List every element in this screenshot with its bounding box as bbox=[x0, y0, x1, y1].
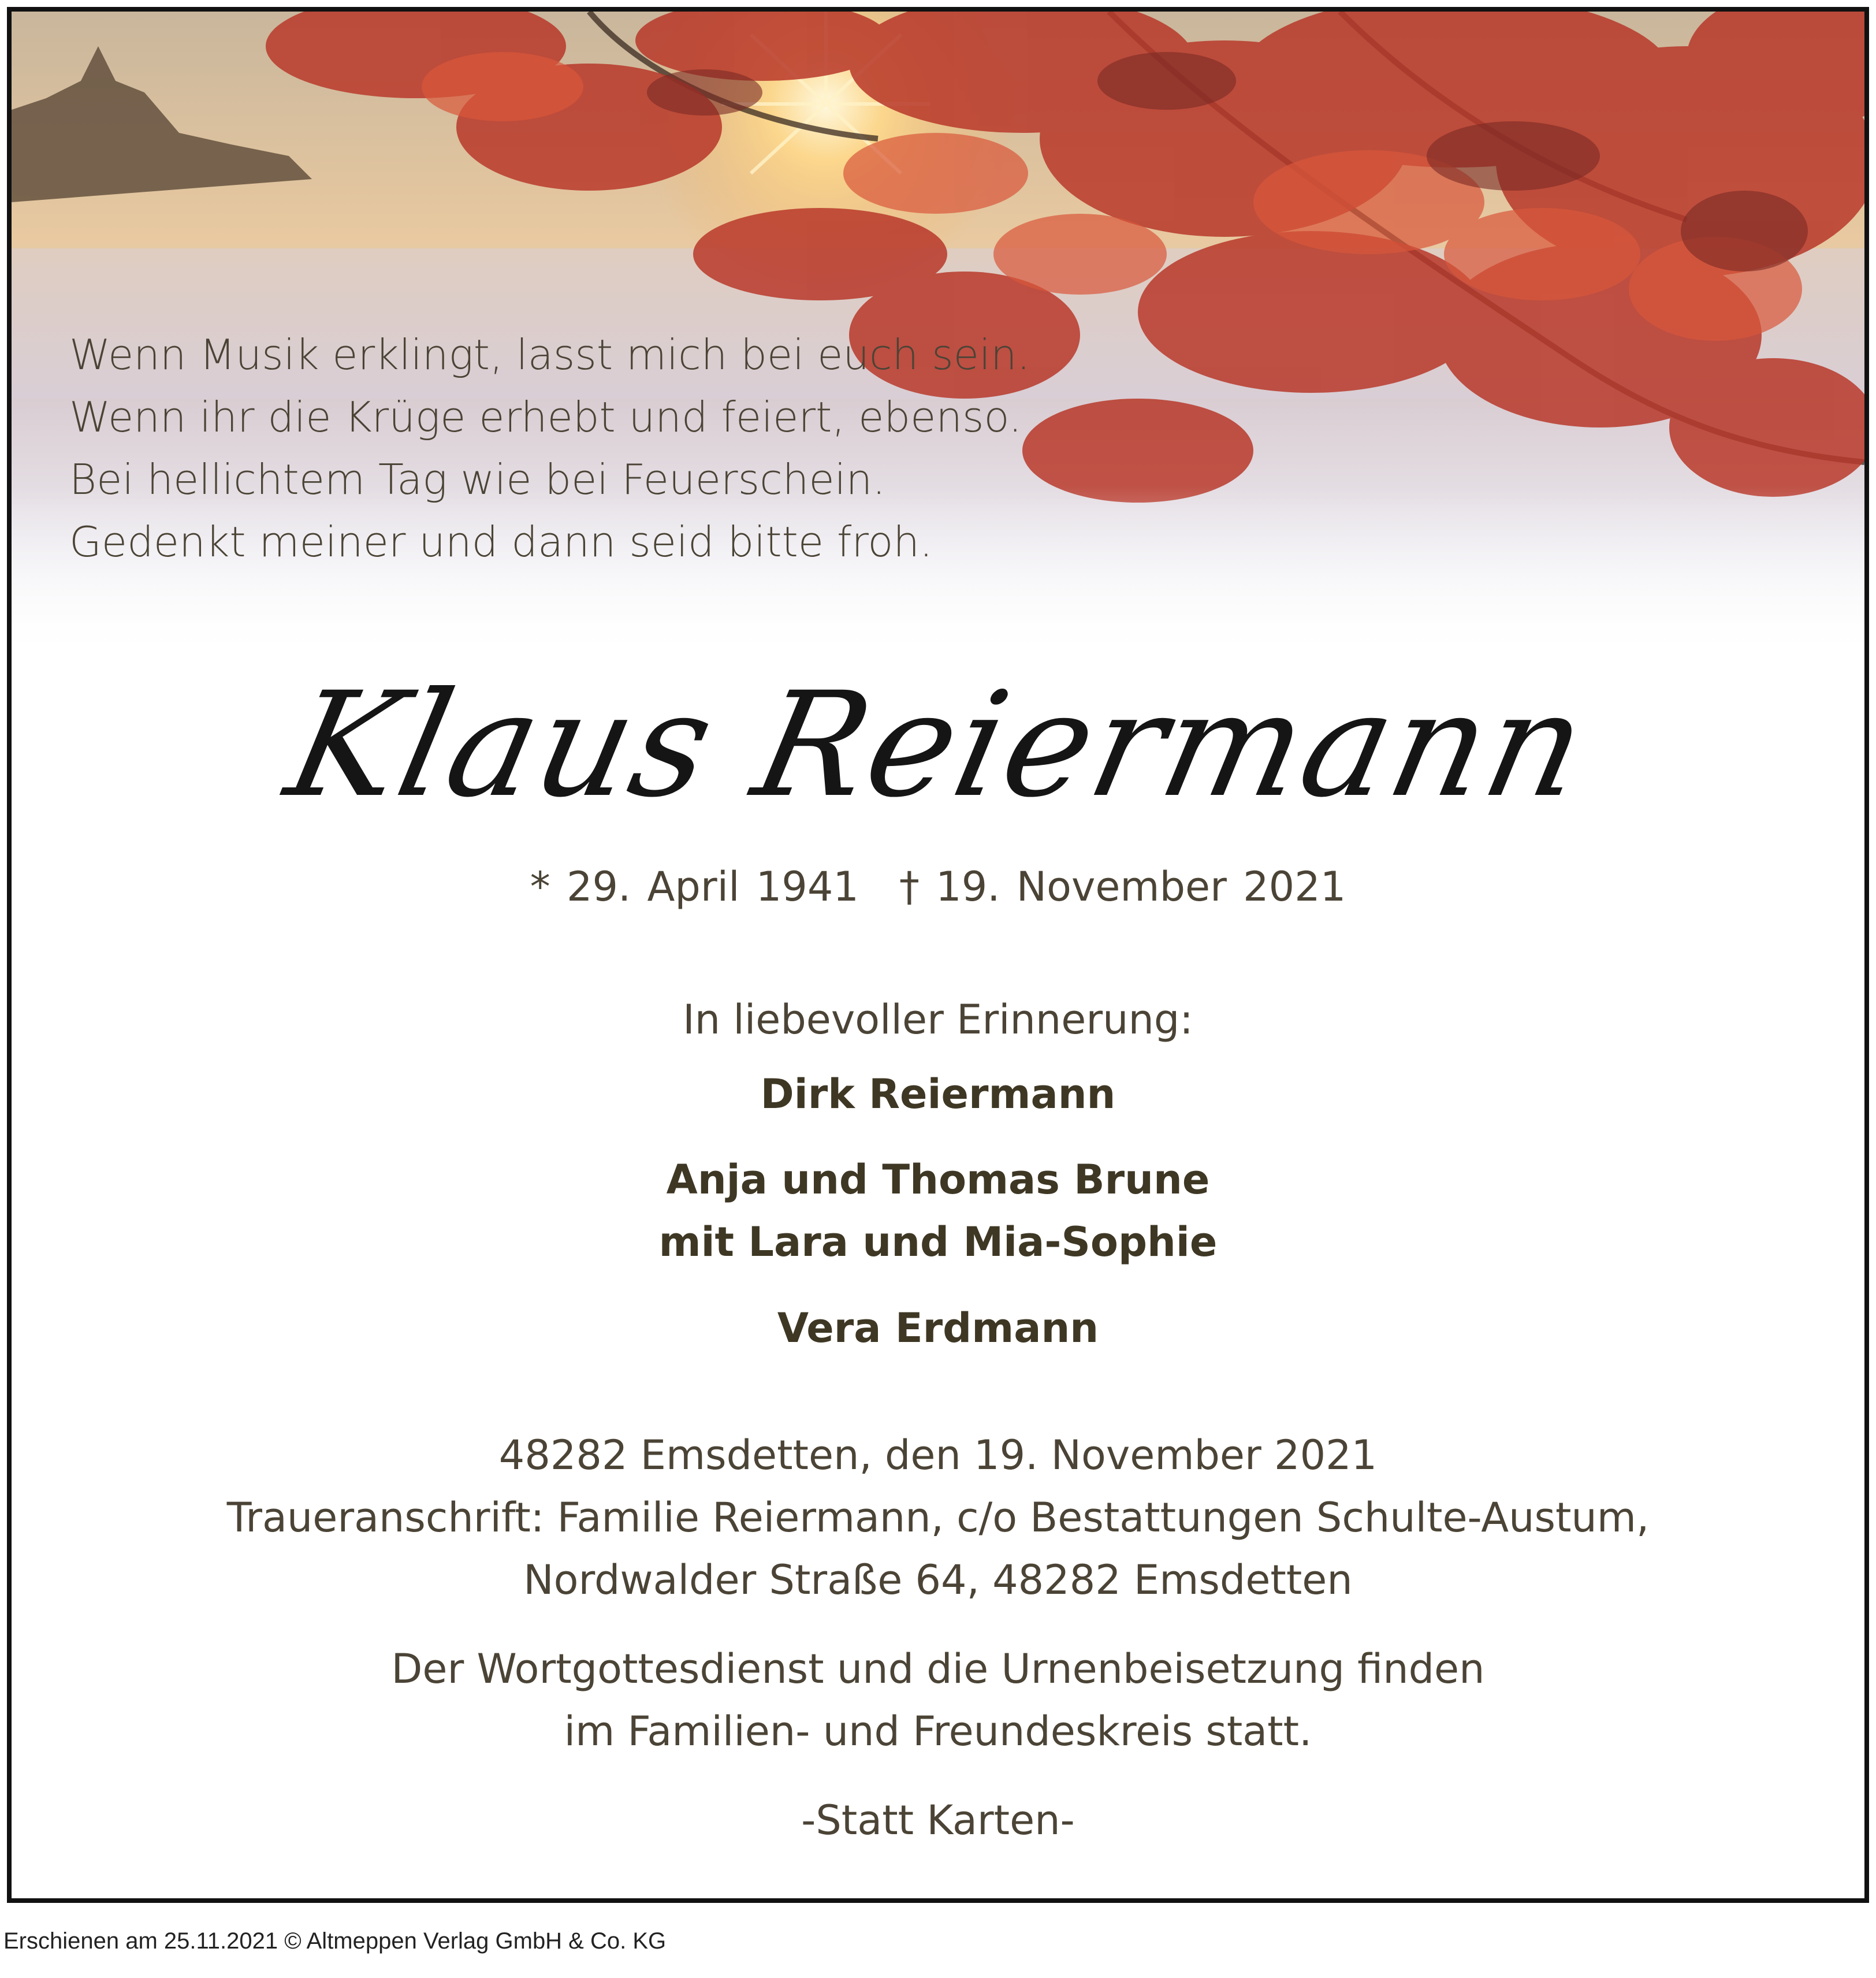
remembrance-intro: In liebevoller Erinnerung: bbox=[683, 996, 1193, 1043]
mourner-name: mit Lara und Mia-Sophie bbox=[658, 1218, 1218, 1266]
death-date: † 19. November 2021 bbox=[899, 863, 1346, 910]
statt-karten-note: -Statt Karten- bbox=[801, 1797, 1075, 1844]
publication-footer: Erschienen am 25.11.2021 © Altmeppen Verlag GmbH & Co. KG bbox=[3, 1928, 667, 1954]
mourner-name: Dirk Reiermann bbox=[760, 1070, 1116, 1118]
obituary-frame bbox=[7, 7, 1869, 1903]
mourner-name: Anja und Thomas Brune bbox=[666, 1156, 1210, 1203]
mourning-address: Traueranschrift: Familie Reiermann, c/o Bestattungen Schulte-Austum, bbox=[226, 1494, 1650, 1541]
poem-line: Bei hellichtem Tag wie bei Feuerschein. bbox=[69, 455, 886, 504]
poem-line: Gedenkt meiner und dann seid bitte froh. bbox=[69, 518, 933, 566]
poem-line: Wenn ihr die Krüge erhebt und feiert, ebenso. bbox=[69, 393, 1022, 441]
birth-date: * 29. April 1941 bbox=[530, 863, 859, 910]
mourning-address: Nordwalder Straße 64, 48282 Emsdetten bbox=[523, 1556, 1353, 1604]
life-dates bbox=[12, 858, 1864, 916]
poem bbox=[69, 324, 1167, 573]
place-date: 48282 Emsdetten, den 19. November 2021 bbox=[498, 1432, 1378, 1479]
service-info: im Familien- und Freundeskreis statt. bbox=[564, 1708, 1312, 1755]
service-info: Der Wortgottesdienst und die Urnenbeisetzung finden bbox=[391, 1645, 1485, 1693]
deceased-name: Klaus Reiermann bbox=[274, 661, 1602, 829]
mourner-name: Vera Erdmann bbox=[777, 1304, 1099, 1352]
poem-line: Wenn Musik erklingt, lasst mich bei euch sein. bbox=[69, 330, 1030, 379]
